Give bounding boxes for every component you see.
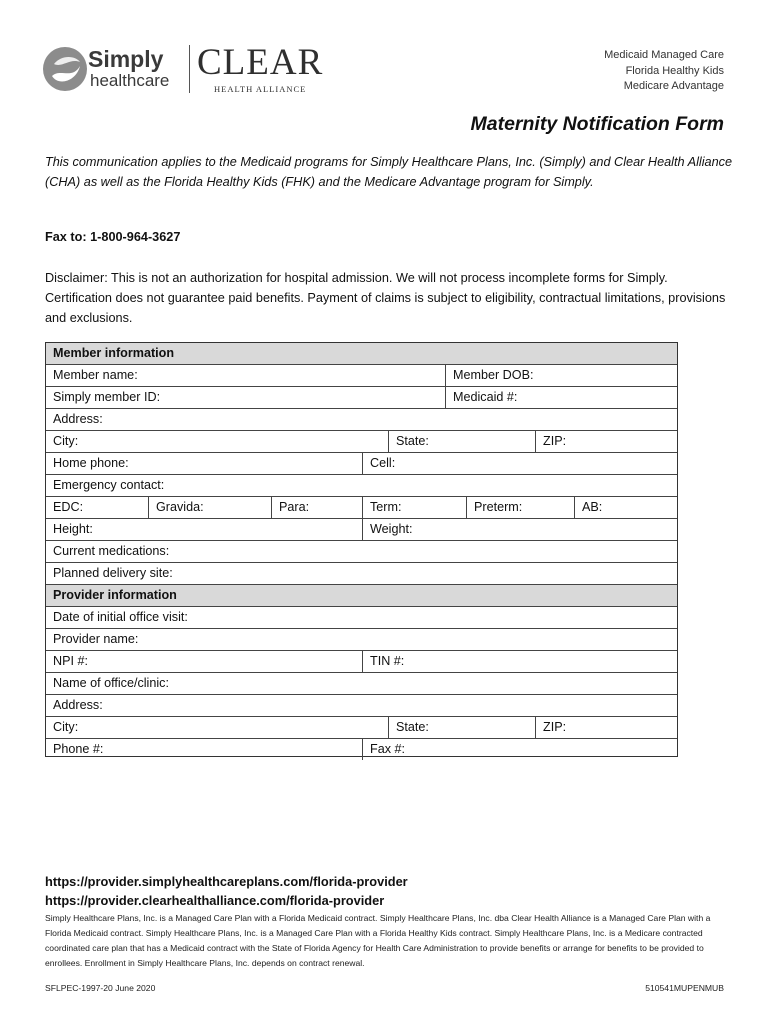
cell-phone-field[interactable]: Cell: <box>362 453 677 474</box>
page-title: Maternity Notification Form <box>470 113 724 135</box>
npi-field[interactable]: NPI #: <box>53 654 88 668</box>
member-dob-field[interactable]: Member DOB: <box>445 365 677 386</box>
current-medications-field[interactable]: Current medications: <box>53 544 170 558</box>
weight-field[interactable]: Weight: <box>362 519 677 540</box>
office-name-field[interactable]: Name of office/clinic: <box>53 676 169 690</box>
disclaimer-paragraph: Disclaimer: This is not an authorization for hospital admission. We will not process incomplete forms for Simply. Certification does not guarantee paid benefits. Payment of claims is subject to eligibility, contractual limitations, provisions and exclusions. <box>45 271 726 325</box>
logo-clear-text: CLEAR <box>197 42 324 83</box>
form-row <box>46 519 677 541</box>
member-city-field[interactable]: City: <box>53 434 79 448</box>
simply-logo-icon <box>42 46 88 92</box>
emergency-contact-field[interactable]: Emergency contact: <box>53 478 165 492</box>
provider-state-field[interactable]: State: <box>388 717 535 738</box>
logo-divider <box>189 45 190 93</box>
document-code-right: 510541MUPENMUB <box>645 983 724 993</box>
provider-link-clear[interactable]: https://provider.clearhealthalliance.com/florida-provider <box>45 893 385 908</box>
legal-footnote: Simply Healthcare Plans, Inc. is a Managed Care Plan with a Florida Medicaid contract. Simply Healthcare Plans, Inc. dba Clear Health Alliance is a Managed Care Plan with a Florida Medicaid contract. Simply Healthcare Plans, Inc. is a Managed Care Plan with a Florida Healthy Kids contract. Simply Healthcare Plans, Inc. is a Medicare contracted coordinated care plan that has a Medicaid contract with the State of Florida Agency for Health Care Administration to provide benefits or arrange for benefits to be provided to enrollees. Enrollment in Simply Healthcare Plans, Inc. depends on contract renewal. <box>45 913 711 968</box>
form-row <box>46 563 677 585</box>
provider-link-simply[interactable]: https://provider.simplyhealthcareplans.com/florida-provider <box>45 874 408 889</box>
home-phone-field[interactable]: Home phone: <box>53 456 129 470</box>
form-row <box>46 431 677 453</box>
provider-name-field[interactable]: Provider name: <box>53 632 139 646</box>
form-row <box>46 629 677 651</box>
maternity-form-table <box>45 342 678 757</box>
form-row <box>46 409 677 431</box>
form-row <box>46 739 677 761</box>
ab-field[interactable]: AB: <box>574 497 677 518</box>
document-code-left: SFLPEC-1997-20 June 2020 <box>45 983 156 993</box>
section-header-member <box>46 343 677 365</box>
member-name-field[interactable]: Member name: <box>53 368 138 382</box>
planned-delivery-site-field[interactable]: Planned delivery site: <box>53 566 173 580</box>
logo-simply-text: Simply <box>88 46 164 72</box>
provider-information-heading: Provider information <box>53 588 177 602</box>
para-field[interactable]: Para: <box>271 497 362 518</box>
form-row <box>46 453 677 475</box>
phone-field[interactable]: Phone #: <box>53 742 104 756</box>
tin-field[interactable]: TIN #: <box>362 651 677 672</box>
member-id-field[interactable]: Simply member ID: <box>53 390 161 404</box>
fax-number-line: Fax to: 1-800-964-3627 <box>45 230 181 244</box>
fax-field[interactable]: Fax #: <box>362 739 677 760</box>
member-information-heading: Member information <box>53 346 175 360</box>
form-row <box>46 673 677 695</box>
provider-zip-field[interactable]: ZIP: <box>535 717 677 738</box>
logo-health-alliance-text: HEALTH ALLIANCE <box>214 84 307 94</box>
provider-city-field[interactable]: City: <box>53 720 79 734</box>
form-row <box>46 651 677 673</box>
form-row <box>46 695 677 717</box>
program-list <box>604 48 724 95</box>
program-item: Medicare Advantage <box>623 80 724 92</box>
member-state-field[interactable]: State: <box>388 431 535 452</box>
form-row <box>46 387 677 409</box>
member-zip-field[interactable]: ZIP: <box>535 431 677 452</box>
form-row <box>46 497 677 519</box>
logo-healthcare-text: healthcare <box>90 71 170 90</box>
member-address-field[interactable]: Address: <box>53 412 103 426</box>
form-row <box>46 607 677 629</box>
edc-field[interactable]: EDC: <box>53 500 84 514</box>
intro-paragraph: This communication applies to the Medicaid programs for Simply Healthcare Plans, Inc. (Simply) and Clear Health Alliance (CHA) as well as the Florida Healthy Kids (FHK) and the Medicare Advantage program for Simply. <box>45 155 733 189</box>
form-row <box>46 717 677 739</box>
medicaid-number-field[interactable]: Medicaid #: <box>445 387 677 408</box>
height-field[interactable]: Height: <box>53 522 93 536</box>
provider-address-field[interactable]: Address: <box>53 698 103 712</box>
gravida-field[interactable]: Gravida: <box>148 497 271 518</box>
term-field[interactable]: Term: <box>362 497 466 518</box>
preterm-field[interactable]: Preterm: <box>466 497 574 518</box>
form-row <box>46 365 677 387</box>
program-item: Florida Healthy Kids <box>625 64 724 77</box>
program-item: Medicaid Managed Care <box>604 49 724 61</box>
initial-visit-date-field[interactable]: Date of initial office visit: <box>53 610 188 624</box>
form-row <box>46 541 677 563</box>
section-header-provider <box>46 585 677 607</box>
form-row <box>46 475 677 497</box>
